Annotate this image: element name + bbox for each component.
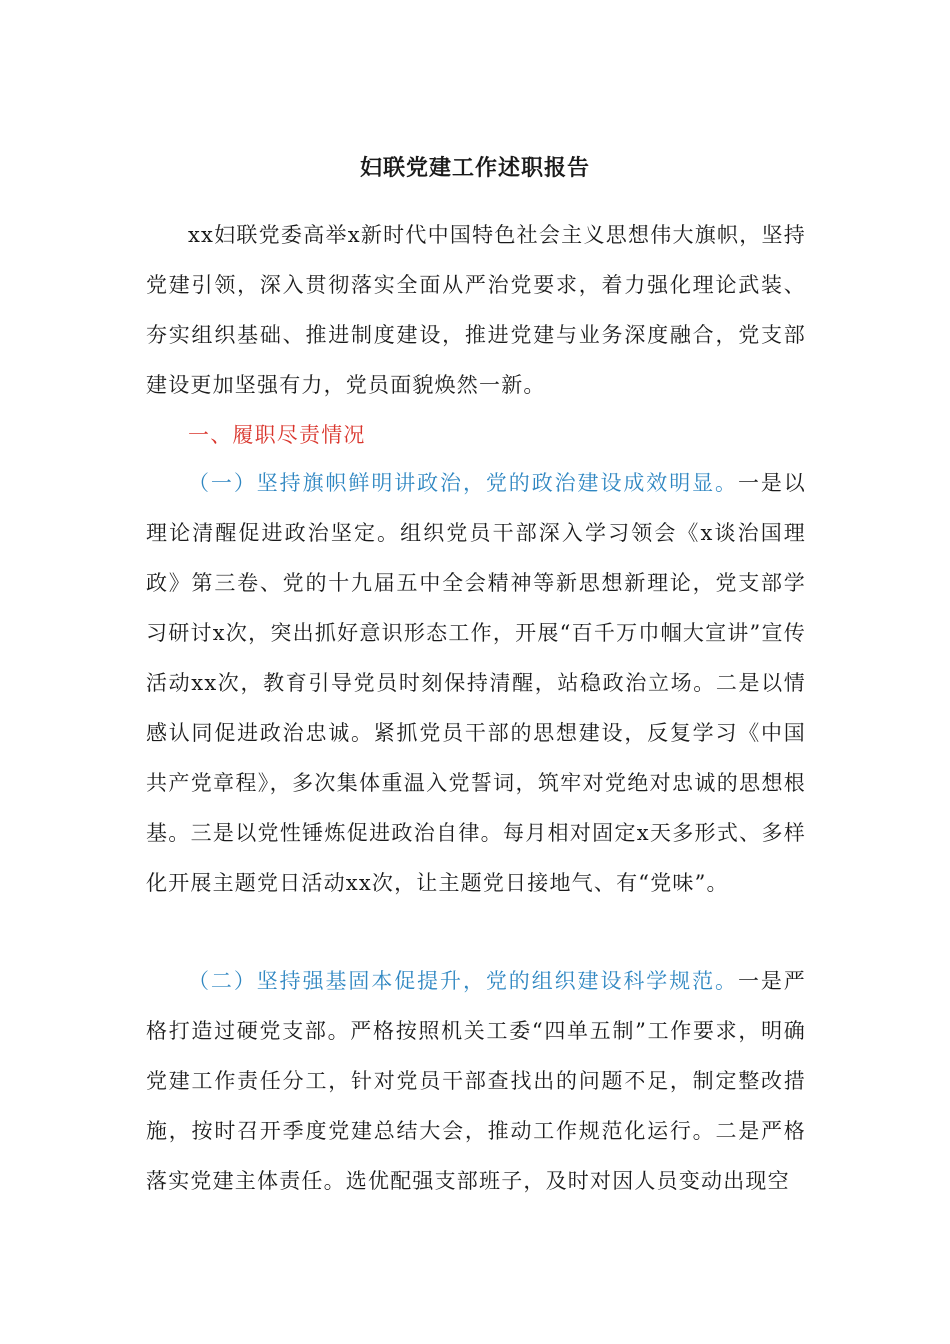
subsection-2-heading: （二）坚持强基固本促提升，党的组织建设科学规范。 (188, 969, 738, 993)
subsection-2-paragraph (146, 956, 806, 1206)
subsection-2-body: 一是严格打造过硬党支部。严格按照机关工委“四单五制”工作要求，明确党建工作责任分工，针对党员干部查找出的问题不足，制定整改措施，按时召开季度党建总结大会，推动工作规范化运行。二是严格落实党建主体责任。选优配强支部班子，及时对因人员变动出现空 (146, 969, 806, 1193)
section-heading-1 (146, 410, 806, 460)
subsection-1-text (146, 458, 806, 908)
intro-text: xx妇联党委高举x新时代中国特色社会主义思想伟大旗帜，坚持党建引领，深入贯彻落实全面从严治党要求，着力强化理论武装、夯实组织基础、推进制度建设，推进党建与业务深度融合，党支部建设更加坚强有力，党员面貌焕然一新。 (146, 223, 806, 397)
subsection-1-body: 一是以理论清醒促进政治坚定。组织党员干部深入学习领会《x谈治国理政》第三卷、党的十九届五中全会精神等新思想新理论，党支部学习研讨x次，突出抓好意识形态工作，开展“百千万巾帼大宣讲”宣传活动xx次，教育引导党员时刻保持清醒，站稳政治立场。二是以情感认同促进政治忠诚。紧抓党员干部的思想建设，反复学习《中国共产党章程》，多次集体重温入党誓词，筑牢对党绝对忠诚的思想根基。三是以党性锤炼促进政治自律。每月相对固定x天多形式、多样化开展主题党日活动xx次，让主题党日接地气、有“党味”。 (146, 471, 806, 895)
section-heading-text: 一、履职尽责情况 (188, 423, 366, 447)
document-title: 妇联党建工作述职报告 (359, 155, 590, 181)
subsection-2-text (146, 956, 806, 1206)
intro-paragraph (146, 210, 806, 410)
subsection-1-paragraph (146, 458, 806, 908)
subsection-1-heading: （一）坚持旗帜鲜明讲政治，党的政治建设成效明显。 (188, 471, 738, 495)
